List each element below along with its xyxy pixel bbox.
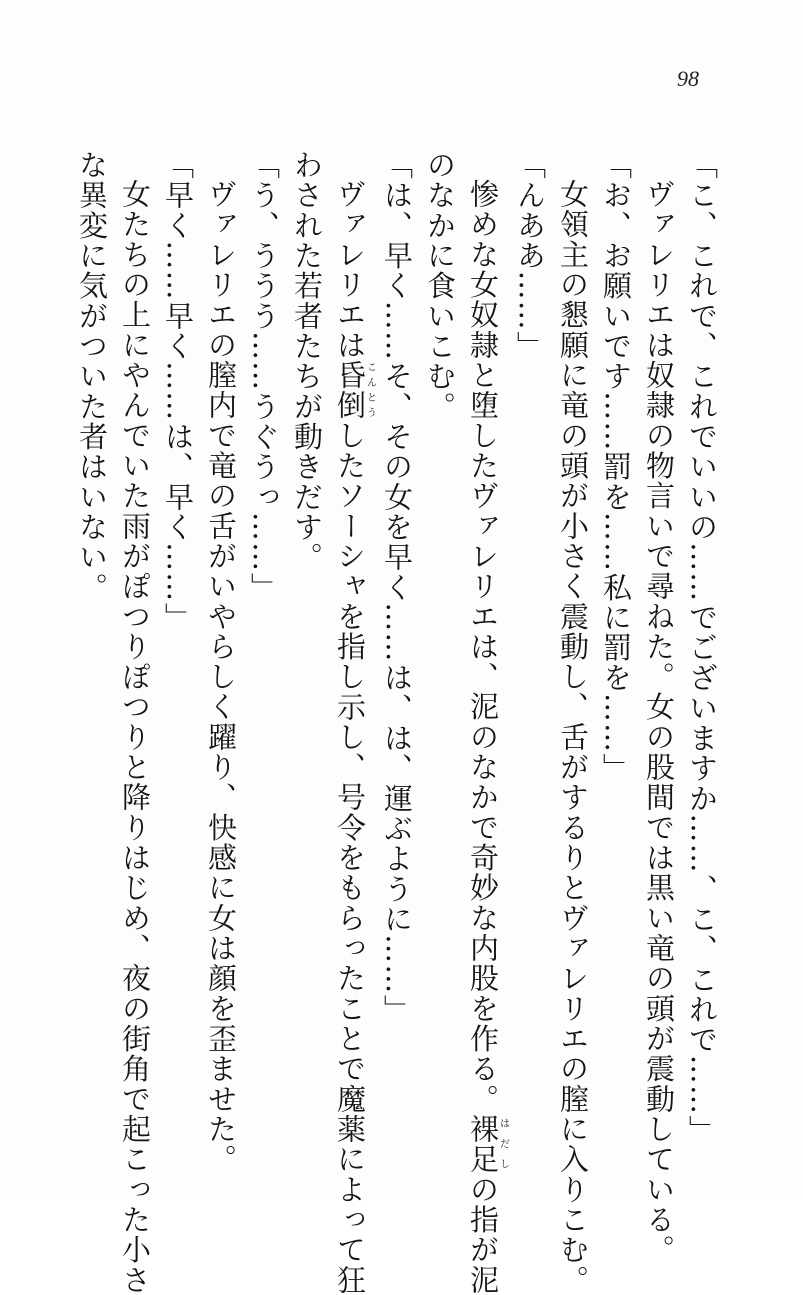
text-line: な異変に気がついた者はいない。 [75, 150, 109, 603]
text-line: 女たちの上にやんでいた雨がぽつりぽつりと降りはじめ、夜の街角で起こった小さ [118, 179, 152, 1295]
text-line: 「お、お願いです……罰を……私に罰を……」 [599, 150, 633, 784]
text-line: 「は、早く……そ、その女を早く……は、は、運ぶように……」 [380, 150, 414, 1025]
text-line: 「早く……早く……は、早く……」 [161, 150, 195, 633]
text-line: ヴァレリエは昏倒こんとうしたソーシャを指し示し、号令をもらったことで魔薬によって狂 [333, 179, 376, 1295]
text-line: 「んああ……」 [513, 150, 547, 362]
text-line: のなかに食いこむ。 [423, 150, 457, 422]
text-line: わされた若者たちが動きだす。 [290, 150, 324, 573]
text-line: 惨めな女奴隷と堕したヴァレリエは、泥のなかで奇妙な内股を作る。裸足はだしの指が泥 [466, 179, 509, 1295]
text-line: 「こ、これで、これでいいの……でございますか……、こ、これで……」 [685, 150, 719, 1146]
ruby-annotation: 昏倒こんとう [333, 359, 376, 421]
ruby-annotation: 裸足はだし [466, 1113, 509, 1175]
text-line: ヴァレリエの膣内で竜の舌がいやらしく躍り、快感に女は顔を歪ませた。 [204, 179, 238, 1175]
page-number: 98 [677, 66, 699, 91]
text-line: ヴァレリエは奴隷の物言いで尋ねた。女の股間では黒い竜の頭が震動している。 [642, 179, 676, 1265]
text-line: 女領主の懇願に竜の頭が小さく震動し、舌がするりとヴァレリエの膣に入りこむ。 [556, 179, 590, 1295]
text-line: 「う、ううう……うぐうっ……」 [247, 150, 281, 603]
vertical-text-body [63, 150, 723, 1295]
